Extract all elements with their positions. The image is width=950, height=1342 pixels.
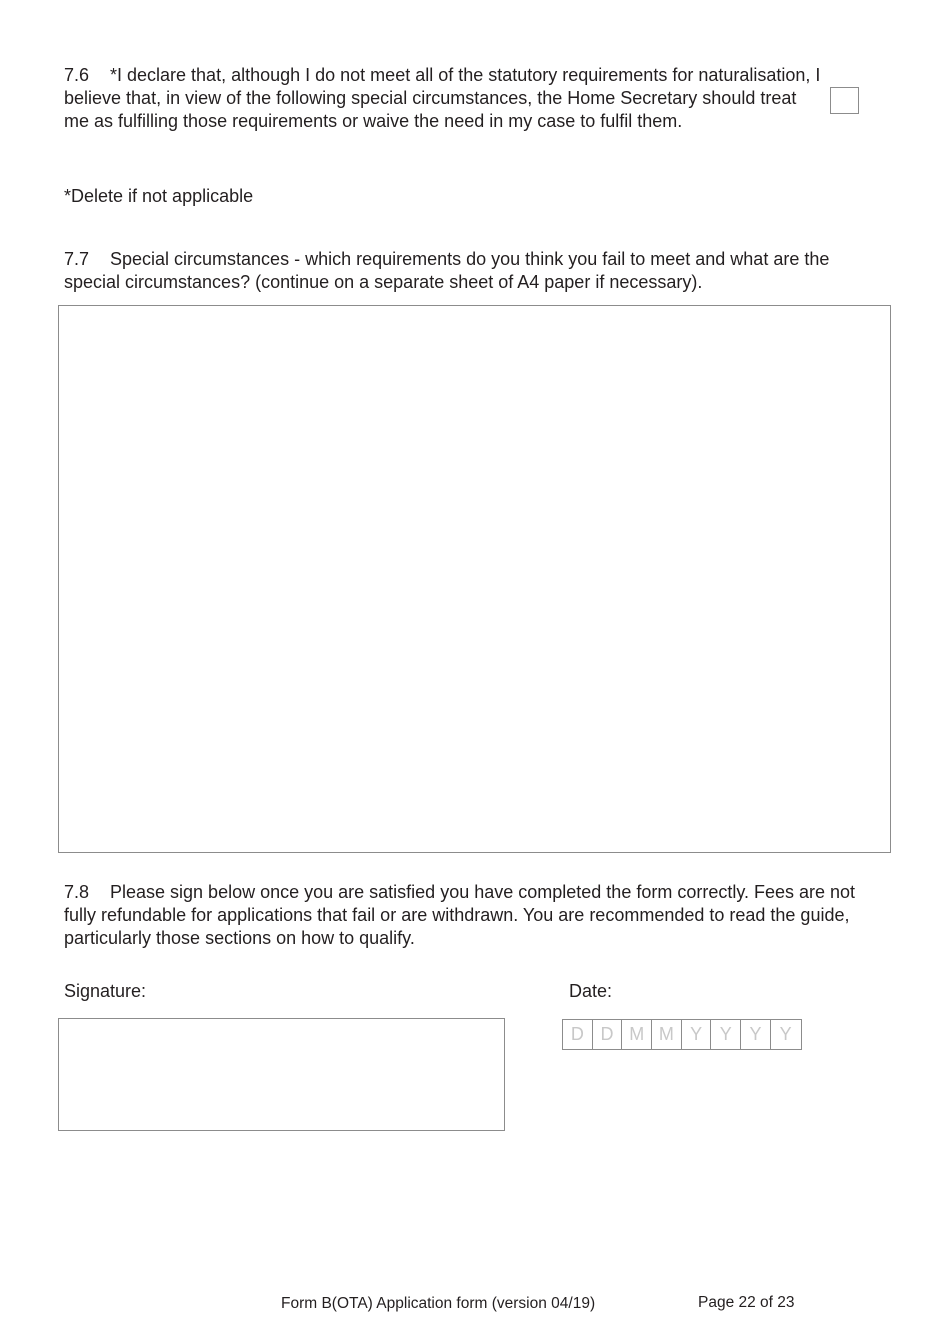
delete-note: *Delete if not applicable — [64, 186, 254, 206]
footer-page-number: Page 22 of 23 — [698, 1294, 795, 1311]
q7-6-text — [64, 64, 824, 133]
date-field[interactable] — [562, 1019, 802, 1050]
q7-7-text — [64, 248, 884, 294]
footer-form-name: Form B(OTA) Application form (version 04/19) — [281, 1295, 596, 1312]
declaration-checkbox[interactable] — [830, 87, 859, 114]
special-circumstances-field[interactable] — [58, 305, 891, 853]
signature-label: Signature: — [64, 981, 147, 1001]
q7-8-number: 7.8 — [64, 882, 90, 902]
q7-8-text — [64, 881, 884, 950]
date-cell-month-1[interactable]: M — [622, 1020, 652, 1049]
date-cell-year-1[interactable]: Y — [682, 1020, 712, 1049]
date-cell-year-2[interactable]: Y — [711, 1020, 741, 1049]
date-cell-year-4[interactable]: Y — [779, 1024, 792, 1044]
date-cell-day-2[interactable]: D — [593, 1020, 623, 1049]
q7-6-body: *I declare that, although I do not meet all of the statutory requirements for naturalisation, I believe that, in view of the following special circumstances, the Home Secretary should treat me as fulfilling those requirements or waive the need in my case to fulfil them. — [64, 65, 821, 131]
date-label: Date: — [569, 981, 613, 1001]
q7-7-body: Special circumstances - which requirements do you think you fail to meet and what are the special circumstances? (continue on a separate sheet of A4 paper if necessary). — [64, 249, 830, 292]
signature-field[interactable] — [58, 1018, 505, 1131]
date-cell-day-1[interactable]: D — [563, 1020, 593, 1049]
date-cell-month-2[interactable]: M — [652, 1020, 682, 1049]
q7-7-number: 7.7 — [64, 249, 90, 269]
q7-8-body: Please sign below once you are satisfied you have completed the form correctly. Fees are not fully refundable for applications that fail or are withdrawn. You are recommended to read the guide, particularly those sections on how to qualify. — [64, 882, 856, 948]
q7-6-number: 7.6 — [64, 65, 90, 85]
date-cell-year-3[interactable]: Y — [741, 1020, 771, 1049]
